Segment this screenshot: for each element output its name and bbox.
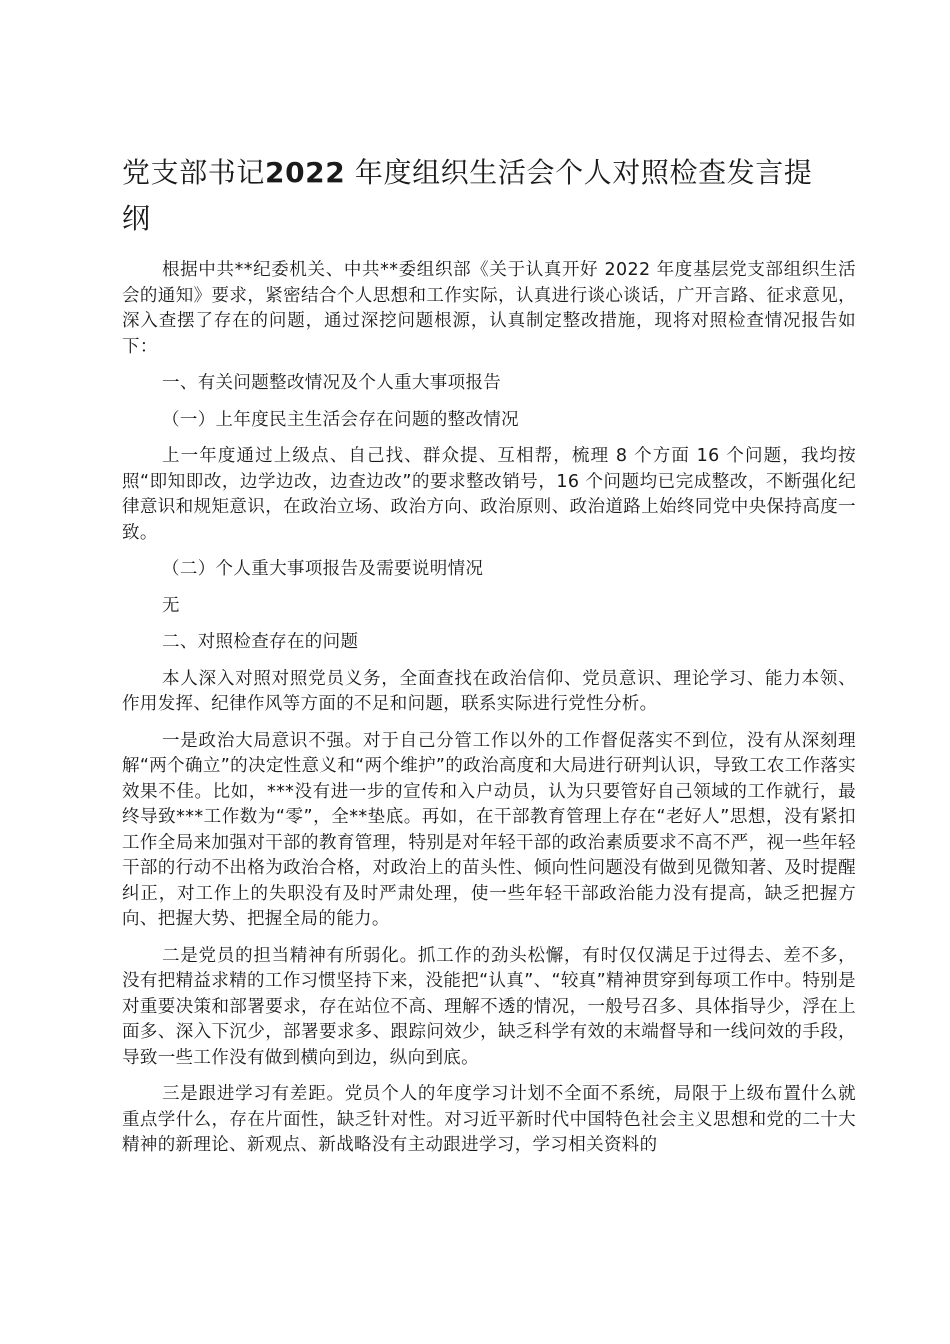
- document-body: [122, 258, 856, 1170]
- issue-paragraph-3: 三是跟进学习有差距。党员个人的年度学习计划不全面不系统，局限于上级布置什么就重点学什么，存在片面性，缺乏针对性。对习近平新时代中国特色社会主义思想和党的二十大精神的新理论、新观点、新战略没有主动跟进学习，学习相关资料的: [122, 1084, 856, 1155]
- none-paragraph: 无: [162, 595, 180, 616]
- title-year: 2022: [265, 156, 346, 189]
- section-heading-2: 二、对照检查存在的问题: [162, 632, 359, 652]
- rectification-paragraph: 上一年度通过上级点、自己找、群众提、互相帮，梳理 8 个方面 16 个问题，我均按照“即知即改，边学边改，边查边改”的要求整改销号，16 个问题均已完成整改，不断强化纪律意识和规矩意识，在政治立场、政治方向、政治原则、政治道路上始终同党中央保持高度一致。: [122, 446, 856, 543]
- document-title: [122, 150, 832, 242]
- self-examination-paragraph: 本人深入对照对照党员义务，全面查找在政治信仰、党员意识、理论学习、能力本领、作用发挥、纪律作风等方面的不足和问题，联系实际进行党性分析。: [122, 668, 856, 714]
- subsection-heading-1: （一）上年度民主生活会存在问题的整改情况: [162, 409, 519, 430]
- intro-paragraph: 根据中共**纪委机关、中共**委组织部《关于认真开好 2022 年度基层党支部组织生活会的通知》要求，紧密结合个人思想和工作实际，认真进行谈心谈话，广开言路、征求意见，深入查摆了存在的问题，通过深挖问题根源，认真制定整改措施，现将对照检查情况报告如下：: [122, 260, 856, 357]
- subsection-heading-2: （二）个人重大事项报告及需要说明情况: [162, 559, 484, 579]
- issue-paragraph-1: 一是政治大局意识不强。对于自己分管工作以外的工作督促落实不到位，没有从深刻理解“两个确立”的决定性意义和“两个维护”的政治高度和大局进行研判认识，导致工农工作落实效果不佳。比如，***没有进一步的宣传和入户动员，认为只要管好自己领域的工作就行，最终导致***工作数为“零”，全**垫底。再如，在干部教育管理上存在“老好人”思想，没有紧扣工作全局来加强对干部的教育管理，特别是对年轻干部的政治素质要求不高不严，视一些年轻干部的行动不出格为政治合格，对政治上的苗头性、倾向性问题没有做到见微知著、及时提醒纠正，对工作上的失职没有及时严肃处理，使一些年轻干部政治能力没有提高，缺乏把握方向、把握大势、把握全局的能力。: [122, 730, 856, 929]
- section-heading-1: 一、有关问题整改情况及个人重大事项报告: [162, 373, 502, 393]
- title-prefix: 党支部书记: [122, 156, 266, 189]
- title-suffix: 年度组织生活会个人对照检查发言提纲: [122, 156, 813, 235]
- issue-paragraph-2: 二是党员的担当精神有所弱化。抓工作的劲头松懈，有时仅仅满足于过得去、差不多，没有把精益求精的工作习惯坚持下来，没能把“认真”、“较真”精神贯穿到每项工作中。特别是对重要决策和部署要求，存在站位不高、理解不透的情况，一般号召多、具体指导少，浮在上面多、深入下沉少，部署要求多、跟踪问效少，缺乏科学有效的末端督导和一线问效的手段，导致一些工作没有做到横向到边，纵向到底。: [122, 945, 856, 1068]
